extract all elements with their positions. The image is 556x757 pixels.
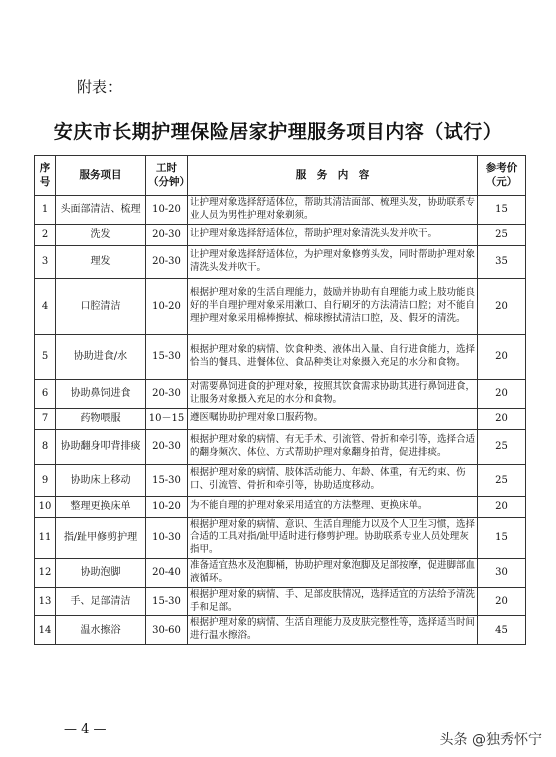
row-time: 20-30 [146,429,188,464]
table-row [35,379,526,408]
row-item: 药物喂服 [56,408,146,429]
table-row [35,496,526,517]
row-time: 15-30 [146,464,188,496]
row-time: 10-20 [146,278,188,334]
header-price: 参考价（元） [478,156,526,196]
row-no: 13 [35,587,56,616]
table-row [35,196,526,225]
row-price: 20 [478,408,526,429]
table-row [35,245,526,278]
row-content: 让护理对象选择舒适体位，为护理对象修剪头发，同时帮助护理对象清洗头发并吹干。 [188,245,478,278]
table-row [35,464,526,496]
table-row [35,587,526,616]
row-content: 对需要鼻饲进食的护理对象，按照其饮食需求协助其进行鼻饲进食，让服务对象摄入充足的水分和食物。 [188,379,478,408]
row-content: 为不能自理的护理对象采用适宜的方法整理、更换床单。 [188,496,478,517]
row-content: 根据护理对象的生活自理能力，鼓励并协助有自理能力或上肢功能良好的半自理护理对象采用漱口、自行刷牙的方法清洁口腔；对不能自理护理对象采用棉棒擦拭、棉球擦拭清洁口腔，及、假牙的清洗。 [188,278,478,334]
row-price: 45 [478,616,526,645]
row-item: 口腔清洁 [56,278,146,334]
row-no: 1 [35,196,56,225]
row-price: 25 [478,429,526,464]
row-time: 10-20 [146,496,188,517]
row-item: 协助进食/水 [56,334,146,379]
row-price: 35 [478,245,526,278]
row-content: 让护理对象选择舒适体位，帮助护理对象清洗头发并吹干。 [188,224,478,245]
row-price: 20 [478,334,526,379]
row-content: 根据护理对象的病情、饮食种类、液体出入量、自行进食能力，选择恰当的餐具、进餐体位、食品种类让对象摄入充足的水分和食物。 [188,334,478,379]
service-table [34,155,526,645]
row-price: 20 [478,496,526,517]
row-price: 30 [478,559,526,588]
table-row [35,517,526,558]
row-item: 理发 [56,245,146,278]
row-price: 20 [478,278,526,334]
page-title: 安庆市长期护理保险居家护理服务项目内容（试行） [53,121,503,143]
row-time: 15-30 [146,587,188,616]
row-no: 4 [35,278,56,334]
row-no: 8 [35,429,56,464]
row-price: 25 [478,224,526,245]
row-price: 15 [478,196,526,225]
row-time: 10－15 [146,408,188,429]
table-row [35,334,526,379]
table-row [35,278,526,334]
row-no: 9 [35,464,56,496]
table-row [35,408,526,429]
row-time: 20-30 [146,245,188,278]
row-no: 10 [35,496,56,517]
row-content: 根据护理对象的病情、意识、生活自理能力以及个人卫生习惯，选择合适的工具对指/趾甲适时进行修剪护理。协助联系专业人员处理灰指甲。 [188,517,478,558]
row-price: 20 [478,379,526,408]
row-content: 根据护理对象的病情、肢体活动能力、年龄、体重，有无约束、伤口、引流管、骨折和牵引等，协助适度移动。 [188,464,478,496]
row-item: 手、足部清洁 [56,587,146,616]
header-item: 服务项目 [56,156,146,196]
annex-label: 附表： [77,78,123,96]
row-no: 12 [35,559,56,588]
table-header-row [35,156,526,196]
row-time: 20-30 [146,224,188,245]
row-item: 协助翻身叩背排痰 [56,429,146,464]
header-time: 工时（分钟） [146,156,188,196]
row-item: 洗发 [56,224,146,245]
row-item: 协助鼻饲进食 [56,379,146,408]
row-no: 2 [35,224,56,245]
row-item: 协助床上移动 [56,464,146,496]
row-time: 20-30 [146,379,188,408]
row-no: 7 [35,408,56,429]
row-no: 11 [35,517,56,558]
row-price: 15 [478,517,526,558]
page-number: — 4 — [64,722,107,737]
row-no: 14 [35,616,56,645]
row-no: 6 [35,379,56,408]
row-content: 根据护理对象的病情、手、足部皮肤情况，选择适宜的方法给予清洗手和足部。 [188,587,478,616]
row-content: 根据护理对象的病情、有无手术、引流管、骨折和牵引等，选择合适的翻身频次、体位、方式帮助护理对象翻身拍背，促进排痰。 [188,429,478,464]
table-row [35,429,526,464]
row-no: 3 [35,245,56,278]
watermark: 头条 @独秀怀宁 [439,732,542,748]
row-price: 20 [478,587,526,616]
table-row [35,616,526,645]
row-item: 协助泡脚 [56,559,146,588]
row-item: 头面部清洁、梳理 [56,196,146,225]
row-time: 15-30 [146,334,188,379]
header-no: 序号 [35,156,56,196]
table-row [35,224,526,245]
row-time: 30-60 [146,616,188,645]
row-time: 10-20 [146,196,188,225]
table-row [35,559,526,588]
row-item: 整理更换床单 [56,496,146,517]
row-time: 10-30 [146,517,188,558]
row-price: 25 [478,464,526,496]
row-item: 指/趾甲修剪护理 [56,517,146,558]
header-content: 服 务 内 容 [188,156,478,196]
row-no: 5 [35,334,56,379]
row-content: 准备适宜热水及泡脚桶，协助护理对象泡脚及足部按摩，促进脚部血液循环。 [188,559,478,588]
row-content: 根据护理对象的病情、生活自理能力及皮肤完整性等，选择适当时间进行温水擦浴。 [188,616,478,645]
row-content: 遵医嘱协助护理对象口服药物。 [188,408,478,429]
row-time: 20-40 [146,559,188,588]
row-item: 温水擦浴 [56,616,146,645]
row-content: 让护理对象选择舒适体位，帮助其清洁面部、梳理头发，协助联系专业人员为男性护理对象剃须。 [188,196,478,225]
